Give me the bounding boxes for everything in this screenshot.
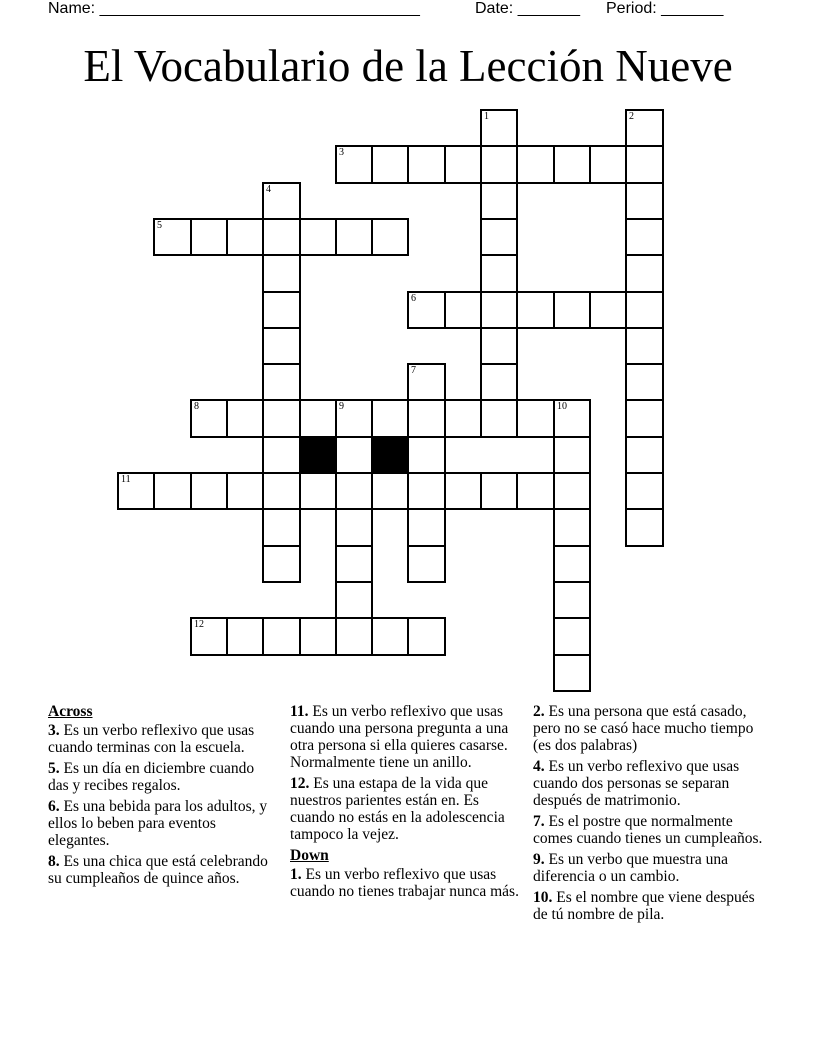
crossword-cell[interactable]	[480, 327, 518, 365]
crossword-cell[interactable]	[407, 399, 446, 438]
crossword-cell[interactable]	[625, 182, 664, 220]
crossword-cell[interactable]	[262, 617, 301, 656]
crossword-cell[interactable]	[625, 363, 664, 401]
clue-down-10: 10. Es el nombre que viene después de tú nombre de pila.	[533, 889, 755, 923]
crossword-cell[interactable]	[589, 145, 627, 184]
crossword-cell[interactable]	[190, 399, 228, 438]
crossword-cell[interactable]	[516, 472, 555, 510]
crossword-cell[interactable]	[262, 363, 301, 401]
clue-across-6: 6. Es una bebida para los adultos, y ellos lo beben para eventos elegantes.	[48, 798, 268, 849]
crossword-cell[interactable]	[190, 617, 228, 656]
crossword-cell[interactable]	[262, 436, 301, 474]
date-field[interactable]: Date: _______	[475, 0, 580, 17]
crossword-cell[interactable]	[407, 545, 446, 583]
crossword-cell[interactable]	[625, 254, 664, 293]
clue-down-4: 4. Es un verbo reflexivo que usas cuando dos personas se separan después de matrimonio.	[533, 758, 740, 809]
clue-across-8: 8. Es una chica que está celebrando su cumpleaños de quince años.	[48, 853, 268, 887]
crossword-cell[interactable]	[553, 545, 591, 583]
clue-across-5: 5. Es un día en diciembre cuando das y recibes regalos.	[48, 760, 255, 794]
crossword-cell[interactable]	[371, 399, 409, 438]
crossword-cell[interactable]	[480, 291, 518, 329]
crossword-cell[interactable]	[407, 145, 446, 184]
crossword-cell[interactable]	[553, 145, 591, 184]
crossword-cell[interactable]	[480, 218, 518, 256]
crossword-cell[interactable]	[480, 145, 518, 184]
across-heading: Across	[48, 703, 93, 720]
crossword-cell[interactable]	[444, 145, 482, 184]
crossword-cell[interactable]	[516, 145, 555, 184]
name-field[interactable]: Name: ____________________________________	[48, 0, 420, 17]
crossword-cell[interactable]	[444, 399, 482, 438]
period-field[interactable]: Period: _______	[606, 0, 724, 17]
crossword-cell[interactable]	[262, 291, 301, 329]
crossword-cell[interactable]	[480, 472, 518, 510]
crossword-cell[interactable]	[117, 472, 155, 510]
clue-down-7: 7. Es el postre que normalmente comes cuando tienes un cumpleaños.	[533, 813, 763, 847]
clue-number: 9	[339, 401, 344, 412]
crossword-cell[interactable]	[480, 182, 518, 220]
clue-number: 3	[339, 147, 344, 158]
crossword-cell[interactable]	[335, 399, 373, 438]
clues-column-2	[290, 703, 522, 904]
crossword-cell[interactable]	[262, 472, 301, 510]
crossword-cell[interactable]	[407, 472, 446, 510]
crossword-cell[interactable]	[371, 617, 409, 656]
clue-across-3: 3. Es un verbo reflexivo que usas cuando terminas con la escuela.	[48, 722, 255, 756]
clue-across-12: 12. Es una estapa de la vida que nuestros parientes están en. Es cuando no estás en la adolescencia tampoco la vejez.	[290, 775, 505, 843]
crossword-cell[interactable]	[407, 617, 446, 656]
clues-column-3	[533, 703, 767, 927]
crossword-cell[interactable]	[516, 399, 555, 438]
clue-down-1: 1. Es un verbo reflexivo que usas cuando no tienes trabajar nunca más.	[290, 866, 519, 900]
crossword-cell[interactable]	[553, 581, 591, 619]
crossword-cell[interactable]	[625, 472, 664, 510]
clue-number: 7	[411, 365, 416, 376]
clue-number: 11	[121, 474, 131, 485]
crossword-cell[interactable]	[190, 472, 228, 510]
clue-number: 5	[157, 220, 162, 231]
crossword-cell[interactable]	[480, 109, 518, 147]
black-square	[299, 436, 337, 474]
crossword-cell[interactable]	[335, 218, 373, 256]
clue-down-2: 2. Es una persona que está casado, pero no se casó hace mucho tiempo (es dos palabras)	[533, 703, 754, 754]
crossword-cell[interactable]	[190, 218, 228, 256]
crossword-cell[interactable]	[553, 291, 591, 329]
crossword-cell[interactable]	[299, 617, 337, 656]
crossword-cell[interactable]	[299, 472, 337, 510]
clue-number: 8	[194, 401, 199, 412]
crossword-cell[interactable]	[226, 472, 264, 510]
crossword-cell[interactable]	[153, 472, 192, 510]
crossword-cell[interactable]	[625, 145, 664, 184]
crossword-cell[interactable]	[407, 436, 446, 474]
crossword-cell[interactable]	[444, 472, 482, 510]
crossword-cell[interactable]	[553, 436, 591, 474]
crossword-cell[interactable]	[516, 291, 555, 329]
page-title: El Vocabulario de la Lección Nueve	[83, 41, 733, 91]
crossword-cell[interactable]	[625, 218, 664, 256]
clue-down-9: 9. Es un verbo que muestra una diferencia o un cambio.	[533, 851, 728, 885]
crossword-cell[interactable]	[262, 182, 301, 220]
crossword-cell[interactable]	[299, 218, 337, 256]
crossword-cell[interactable]	[262, 327, 301, 365]
crossword-cell[interactable]	[553, 617, 591, 656]
crossword-cell[interactable]	[407, 291, 446, 329]
clues-column-1	[48, 703, 270, 891]
crossword-cell[interactable]	[226, 617, 264, 656]
crossword-cell[interactable]	[553, 508, 591, 547]
crossword-cell[interactable]	[625, 291, 664, 329]
crossword-cell[interactable]	[335, 617, 373, 656]
crossword-cell[interactable]	[335, 508, 373, 547]
crossword-cell[interactable]	[371, 145, 409, 184]
crossword-cell[interactable]	[553, 472, 591, 510]
crossword-cell[interactable]	[480, 399, 518, 438]
crossword-cell[interactable]	[407, 363, 446, 401]
crossword-cell[interactable]	[262, 399, 301, 438]
crossword-cell[interactable]	[553, 654, 591, 692]
crossword-cell[interactable]	[262, 545, 301, 583]
down-heading: Down	[290, 847, 329, 864]
crossword-cell[interactable]	[153, 218, 192, 256]
header	[48, 0, 768, 22]
crossword-cell[interactable]	[226, 218, 264, 256]
clue-number: 1	[484, 111, 489, 122]
crossword-cell[interactable]	[407, 508, 446, 547]
crossword-cell[interactable]	[335, 545, 373, 583]
crossword-cell[interactable]	[262, 218, 301, 256]
crossword-cell[interactable]	[371, 218, 409, 256]
clue-number: 4	[266, 184, 271, 195]
crossword-cell[interactable]	[625, 399, 664, 438]
clue-number: 10	[557, 401, 567, 412]
crossword-cell[interactable]	[226, 399, 264, 438]
clue-number: 12	[194, 619, 204, 630]
crossword-cell[interactable]	[589, 291, 627, 329]
crossword-cell[interactable]	[625, 436, 664, 474]
crossword-cell[interactable]	[625, 109, 664, 147]
crossword-cell[interactable]	[262, 508, 301, 547]
clue-number: 2	[629, 111, 634, 122]
crossword-cell[interactable]	[480, 254, 518, 293]
crossword-cell[interactable]	[262, 254, 301, 293]
black-square	[371, 436, 409, 474]
clue-number: 6	[411, 293, 416, 304]
crossword-cell[interactable]	[480, 363, 518, 401]
crossword-cell[interactable]	[371, 472, 409, 510]
crossword-cell[interactable]	[335, 145, 373, 184]
crossword-cell[interactable]	[299, 399, 337, 438]
crossword-cell[interactable]	[625, 508, 664, 547]
crossword-cell[interactable]	[335, 581, 373, 619]
clue-across-11: 11. Es un verbo reflexivo que usas cuando una persona pregunta a una otra persona si ella quieres casarse. Normalmente tiene un anillo.	[290, 703, 509, 771]
crossword-cell[interactable]	[444, 291, 482, 329]
crossword-cell[interactable]	[553, 399, 591, 438]
crossword-cell[interactable]	[335, 472, 373, 510]
crossword-cell[interactable]	[625, 327, 664, 365]
crossword-cell[interactable]	[335, 436, 373, 474]
